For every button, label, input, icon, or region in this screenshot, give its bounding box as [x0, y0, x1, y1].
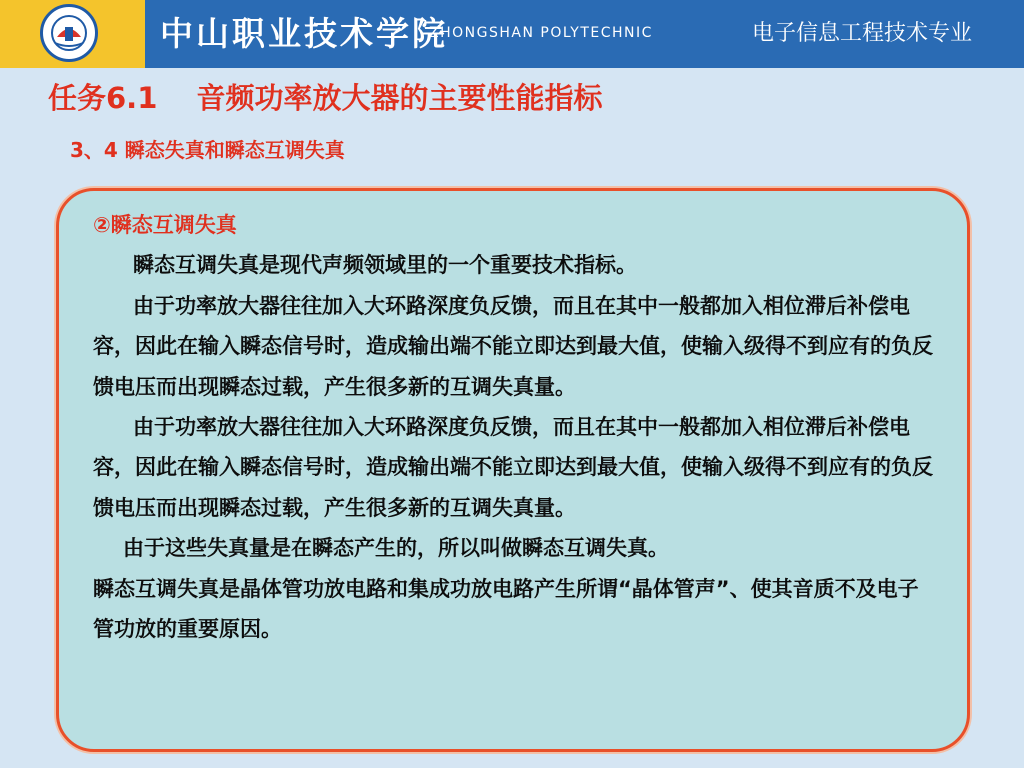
paragraph-naming: 由于这些失真量是在瞬态产生的，所以叫做瞬态互调失真。	[123, 536, 669, 561]
school-emblem-icon	[40, 4, 98, 62]
slide-subtitle: 3、4 瞬态失真和瞬态互调失真	[70, 138, 345, 162]
department-label: 电子信息工程技术专业	[751, 21, 972, 46]
paragraph-cause: 由于功率放大器往往加入大环路深度负反馈，而且在其中一般都加入相位滞后补偿电容，因此在输入瞬态信号时，造成输出端不能立即达到最大值，使输入级得不到应有的负反馈电压而出现瞬态过载，产生很多新的互调失真量。	[93, 293, 933, 399]
slide-title: 任务6.1 音频功率放大器的主要性能指标	[48, 81, 603, 115]
paragraph-intro: 瞬态互调失真是现代声频领域里的一个重要技术指标。	[133, 253, 637, 278]
panel-heading: ②瞬态互调失真	[93, 213, 237, 237]
header-bar	[0, 0, 1024, 68]
school-name-cn: 中山职业技术学院	[160, 14, 448, 53]
school-name-en: ZHONGSHAN POLYTECHNIC	[429, 25, 653, 41]
logo-area	[0, 0, 145, 68]
content-panel	[56, 188, 970, 752]
paragraph-conclusion: 瞬态互调失真是晶体管功放电路和集成功放电路产生所谓“晶体管声”、使其音质不及电子管功放的重要原因。	[93, 576, 919, 642]
panel-text	[93, 205, 935, 649]
paragraph-cause-repeat: 由于功率放大器往往加入大环路深度负反馈，而且在其中一般都加入相位滞后补偿电容，因此在输入瞬态信号时，造成输出端不能立即达到最大值，使输入级得不到应有的负反馈电压而出现瞬态过载，产生很多新的互调失真量。	[93, 415, 933, 520]
